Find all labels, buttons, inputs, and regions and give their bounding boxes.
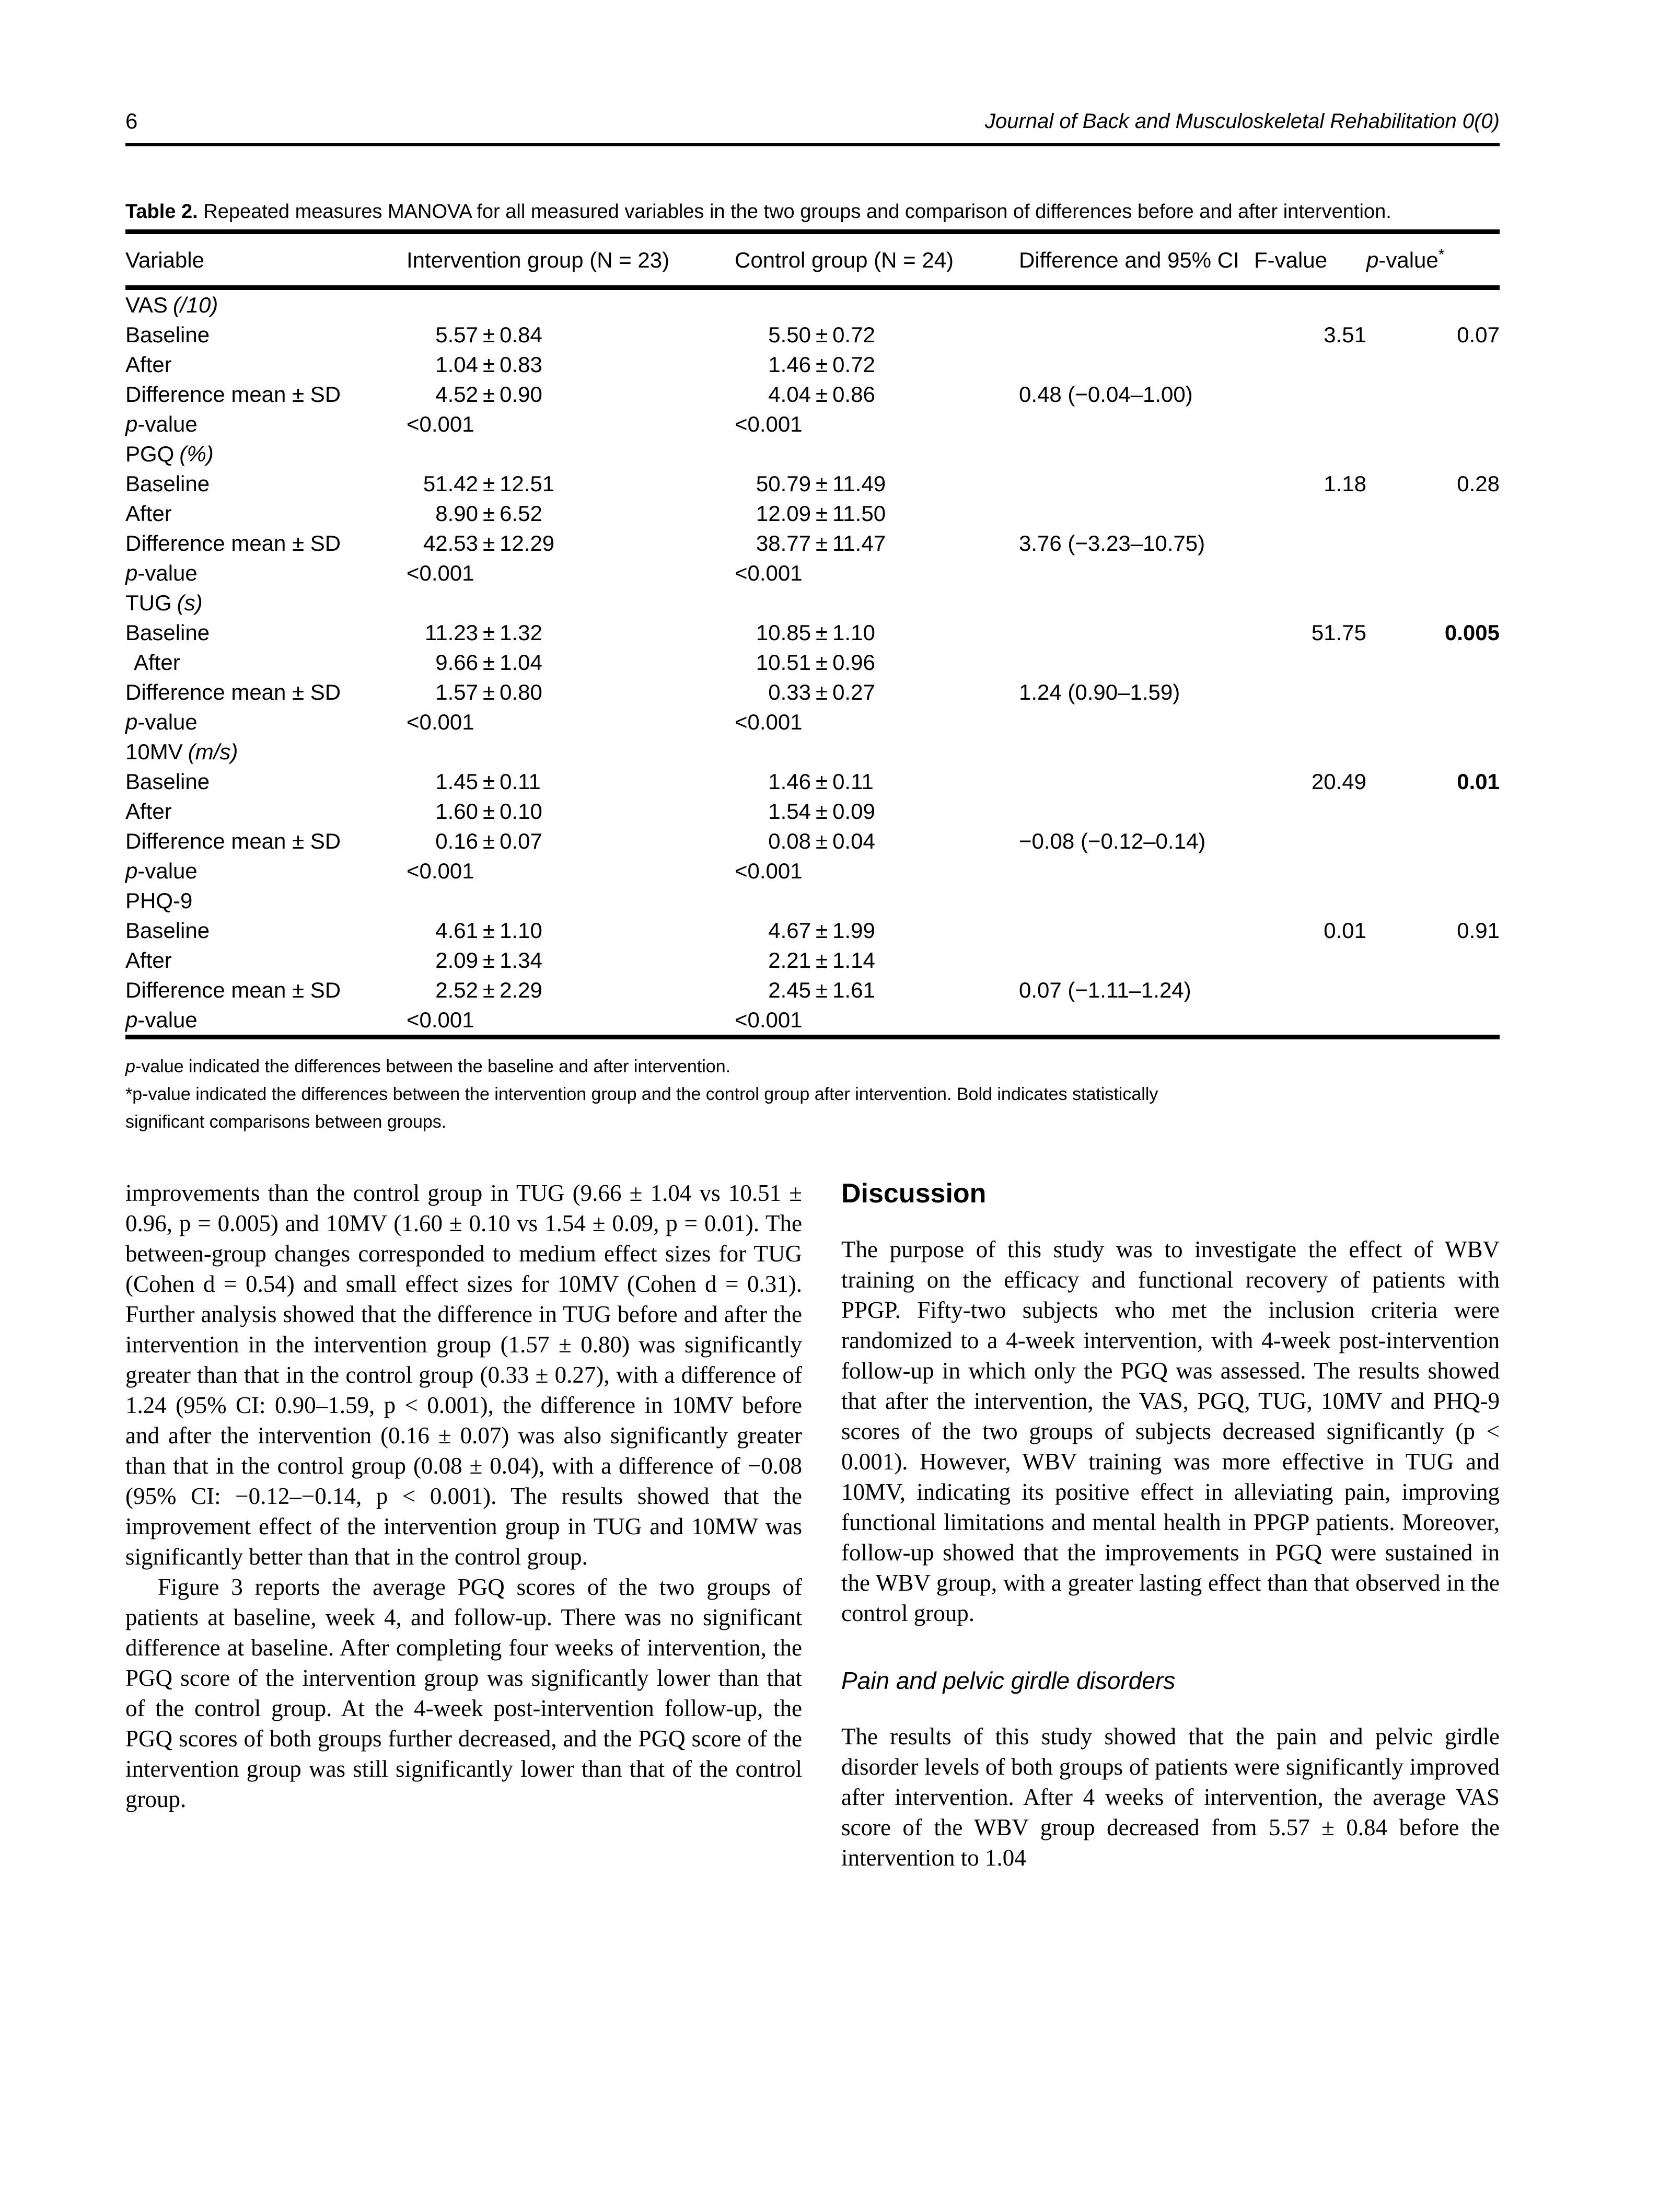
plus-minus-sign: ± — [483, 322, 495, 347]
variable-label: Difference mean ± SD — [125, 679, 341, 704]
section-header-row — [125, 588, 1500, 618]
intervention-value — [407, 469, 735, 499]
plus-minus-sign: ± — [483, 501, 495, 526]
variable-label: Difference mean ± SD — [125, 977, 341, 1002]
difference-value: 0.48 (−0.04–1.00) — [1019, 381, 1193, 407]
section-header-row — [125, 439, 1500, 469]
table-row — [125, 945, 1500, 975]
f-value — [1254, 528, 1366, 558]
value-mean: 4.04 — [768, 381, 811, 407]
p-value — [1366, 558, 1500, 588]
table-row — [125, 677, 1500, 707]
f-value: 51.75 — [1311, 620, 1366, 645]
table-row — [125, 350, 1500, 379]
col-header-variable: Variable — [125, 232, 407, 288]
plus-minus-sign: ± — [816, 381, 828, 407]
control-value: <0.001 — [735, 560, 803, 585]
f-value — [1254, 499, 1366, 528]
difference-value — [1019, 499, 1254, 528]
value-mean: 9.66 — [435, 650, 478, 675]
difference-value — [1019, 618, 1254, 647]
table-row — [125, 379, 1500, 409]
intervention-value — [407, 499, 735, 528]
p-value — [1366, 1005, 1500, 1037]
p-value — [1366, 379, 1500, 409]
plus-minus-sign: ± — [816, 322, 828, 347]
control-value — [735, 320, 1019, 350]
section-unit: (s) — [177, 590, 203, 615]
table-row — [125, 826, 1500, 856]
control-value — [735, 499, 1019, 528]
value-mean: 4.52 — [435, 381, 478, 407]
table-row — [125, 469, 1500, 499]
right-column — [841, 1178, 1500, 1873]
difference-value: −0.08 (−0.12–0.14) — [1019, 828, 1206, 853]
value-sd: 12.51 — [500, 471, 555, 496]
f-value: 20.49 — [1311, 769, 1366, 794]
f-value: 1.18 — [1324, 471, 1366, 496]
control-value — [735, 647, 1019, 677]
f-value — [1254, 796, 1366, 826]
section-unit: (/10) — [172, 292, 218, 317]
intervention-value — [407, 975, 735, 1005]
col-header-fvalue: F-value — [1254, 232, 1366, 288]
difference-value — [1019, 320, 1254, 350]
variable-label: p-value — [125, 411, 198, 436]
table-row — [125, 1005, 1500, 1037]
difference-value — [1019, 647, 1254, 677]
p-value — [1366, 647, 1500, 677]
intervention-value — [407, 647, 735, 677]
p-value — [1366, 945, 1500, 975]
plus-minus-sign: ± — [816, 471, 828, 496]
table-caption-label: Table 2. — [125, 201, 198, 223]
difference-value: 3.76 (−3.23–10.75) — [1019, 530, 1205, 555]
p-value: 0.01 — [1457, 769, 1500, 794]
value-mean: 1.60 — [435, 798, 478, 824]
section-unit: (m/s) — [188, 739, 238, 764]
value-mean: 0.16 — [435, 828, 478, 853]
intervention-value — [407, 916, 735, 945]
subsection-paragraphs — [841, 1721, 1500, 1873]
table-row — [125, 528, 1500, 558]
value-sd: 1.04 — [500, 650, 542, 675]
discussion-heading: Discussion — [841, 1178, 987, 1209]
difference-value — [1019, 916, 1254, 945]
intervention-value — [407, 767, 735, 796]
plus-minus-sign: ± — [816, 650, 828, 675]
value-sd: 1.14 — [832, 947, 875, 972]
value-mean: 8.90 — [435, 501, 478, 526]
f-value — [1254, 856, 1366, 886]
plus-minus-sign: ± — [483, 977, 495, 1002]
difference-value — [1019, 469, 1254, 499]
table-caption — [125, 196, 1484, 227]
value-sd: 12.29 — [500, 530, 555, 555]
plus-minus-sign: ± — [483, 471, 495, 496]
plus-minus-sign: ± — [483, 679, 495, 704]
page-content — [125, 0, 1500, 1873]
value-sd: 0.11 — [500, 769, 541, 794]
difference-value: 0.07 (−1.11–1.24) — [1019, 977, 1191, 1002]
difference-value — [1019, 558, 1254, 588]
difference-value — [1019, 409, 1254, 439]
section-name: 10MV — [125, 739, 183, 764]
col-header-control: Control group (N = 24) — [735, 232, 1019, 288]
control-value: <0.001 — [735, 1007, 803, 1032]
table-body — [125, 288, 1500, 1037]
p-value: 0.28 — [1457, 471, 1500, 496]
plus-minus-sign: ± — [483, 918, 495, 943]
variable-label: p-value — [125, 560, 198, 585]
col-header-pvalue — [1366, 232, 1500, 288]
value-mean: 38.77 — [756, 530, 811, 555]
intervention-value: <0.001 — [407, 560, 474, 585]
value-mean: 50.79 — [756, 471, 811, 496]
running-head — [125, 0, 1500, 146]
control-value — [735, 975, 1019, 1005]
p-value — [1366, 856, 1500, 886]
control-value: <0.001 — [735, 858, 803, 883]
section-name-cell — [125, 886, 1500, 916]
table-row — [125, 409, 1500, 439]
variable-label: After — [134, 650, 180, 675]
difference-value — [1019, 767, 1254, 796]
intervention-value: <0.001 — [407, 709, 474, 734]
control-value: <0.001 — [735, 411, 803, 436]
value-sd: 0.09 — [832, 798, 875, 824]
value-sd: 11.49 — [832, 471, 886, 496]
variable-label: Baseline — [125, 471, 210, 496]
variable-label: p-value — [125, 709, 198, 734]
value-sd: 0.90 — [500, 381, 542, 407]
table-row — [125, 618, 1500, 647]
value-mean: 5.50 — [768, 322, 811, 347]
p-value — [1366, 677, 1500, 707]
body-paragraph: Figure 3 reports the average PGQ scores of the two groups of patients at baseline, week 4, and follow-up. There was no significant difference at baseline. After completing four weeks of intervention, the PGQ score of the intervention group was significantly lower than that of the control group. At the 4-week post-intervention follow-up, the PGQ scores of both groups further decreased, and the PGQ score of the intervention group was still significantly lower than that of the control group. — [125, 1574, 802, 1812]
f-value — [1254, 826, 1366, 856]
variable-label: After — [125, 798, 172, 824]
plus-minus-sign: ± — [816, 769, 828, 794]
left-column — [125, 1178, 802, 1873]
control-value — [735, 350, 1019, 379]
value-sd: 2.29 — [500, 977, 542, 1002]
value-mean: 10.51 — [756, 650, 811, 675]
table-header-row — [125, 232, 1500, 288]
intervention-value: <0.001 — [407, 1007, 474, 1032]
plus-minus-sign: ± — [483, 769, 495, 794]
section-name: VAS — [125, 292, 168, 317]
plus-minus-sign: ± — [816, 947, 828, 972]
section-name: PHQ-9 — [125, 888, 193, 913]
difference-value — [1019, 856, 1254, 886]
plus-minus-sign: ± — [816, 501, 828, 526]
variable-label: After — [125, 352, 172, 377]
value-sd: 1.32 — [500, 620, 542, 645]
p-value: 0.07 — [1457, 322, 1500, 347]
plus-minus-sign: ± — [816, 352, 828, 377]
difference-value: 1.24 (0.90–1.59) — [1019, 679, 1180, 704]
intervention-value — [407, 618, 735, 647]
control-value: <0.001 — [735, 709, 803, 734]
col-header-difference: Difference and 95% CI — [1019, 232, 1254, 288]
value-mean: 4.61 — [435, 918, 478, 943]
table-row — [125, 320, 1500, 350]
control-value — [735, 677, 1019, 707]
variable-label: After — [125, 501, 172, 526]
control-value — [735, 767, 1019, 796]
plus-minus-sign: ± — [816, 828, 828, 853]
value-mean: 1.46 — [768, 352, 811, 377]
body-paragraph: improvements than the control group in TUG (9.66 ± 1.04 vs 10.51 ± 0.96, p = 0.005) and 10MV (1.60 ± 0.10 vs 1.54 ± 0.09, p = 0.01). The between-group changes corresponded to medium effect sizes for TUG (Cohen d = 0.54) and small effect sizes for 10MV (Cohen d = 0.31). Further analysis showed that the difference in TUG before and after the intervention in the intervention group (1.57 ± 0.80) was significantly greater than that in the control group (0.33 ± 0.27), with a difference of 1.24 (95% CI: 0.90–1.59, p < 0.001), the difference in 10MV before and after the intervention (0.16 ± 0.07) was also significantly greater than that in the control group (0.08 ± 0.04), with a difference of −0.08 (95% CI: −0.12–−0.14, p < 0.001). The results showed that the improvement effect of the intervention group in TUG and 10MW was significantly better than that in the control group. — [125, 1180, 802, 1570]
variable-label: Baseline — [125, 918, 210, 943]
plus-minus-sign: ± — [483, 798, 495, 824]
f-value: 3.51 — [1324, 322, 1366, 347]
p-value — [1366, 975, 1500, 1005]
value-mean: 5.57 — [435, 322, 478, 347]
section-name-cell — [125, 439, 1500, 469]
variable-label: Difference mean ± SD — [125, 381, 341, 407]
intervention-value: <0.001 — [407, 858, 474, 883]
intervention-value — [407, 320, 735, 350]
value-sd: 11.47 — [832, 530, 886, 555]
control-value — [735, 945, 1019, 975]
asterisk-superscript: * — [1438, 246, 1445, 263]
p-value — [1366, 707, 1500, 737]
section-unit: (%) — [179, 441, 214, 466]
variable-label: Difference mean ± SD — [125, 530, 341, 555]
manova-table — [125, 229, 1500, 1039]
table-footnote: *p-value indicated the differences between the intervention group and the control group after intervention. Bold indicates statistically significant comparisons between groups. — [125, 1084, 1158, 1132]
plus-minus-sign: ± — [483, 620, 495, 645]
value-mean: 4.67 — [768, 918, 811, 943]
p-value — [1366, 796, 1500, 826]
value-sd: 0.96 — [832, 650, 875, 675]
control-value — [735, 379, 1019, 409]
page-number: 6 — [125, 109, 138, 133]
f-value — [1254, 707, 1366, 737]
plus-minus-sign: ± — [483, 352, 495, 377]
value-sd: 0.27 — [832, 679, 875, 704]
discussion-paragraphs — [841, 1234, 1500, 1628]
value-sd: 0.10 — [500, 798, 542, 824]
f-value — [1254, 677, 1366, 707]
f-value — [1254, 558, 1366, 588]
table-row — [125, 975, 1500, 1005]
plus-minus-sign: ± — [483, 828, 495, 853]
plus-minus-sign: ± — [483, 381, 495, 407]
plus-minus-sign: ± — [816, 679, 828, 704]
value-sd: 0.11 — [832, 769, 874, 794]
value-mean: 2.52 — [435, 977, 478, 1002]
control-value — [735, 826, 1019, 856]
value-mean: 1.04 — [435, 352, 478, 377]
section-name: PGQ — [125, 441, 175, 466]
value-mean: 0.33 — [768, 679, 811, 704]
value-mean: 2.21 — [768, 947, 811, 972]
plus-minus-sign: ± — [816, 977, 828, 1002]
f-value — [1254, 379, 1366, 409]
f-value — [1254, 409, 1366, 439]
control-value — [735, 796, 1019, 826]
value-mean: 1.54 — [768, 798, 811, 824]
p-value — [1366, 350, 1500, 379]
value-sd: 1.10 — [500, 918, 542, 943]
difference-value — [1019, 707, 1254, 737]
p-value — [1366, 826, 1500, 856]
p-value — [1366, 528, 1500, 558]
intervention-value — [407, 379, 735, 409]
intervention-value — [407, 677, 735, 707]
value-sd: 6.52 — [500, 501, 542, 526]
control-value — [735, 916, 1019, 945]
body-paragraph: The purpose of this study was to investigate the effect of WBV training on the efficacy and functional recovery of patients with PPGP. Fifty-two subjects who met the inclusion criteria were randomized to a 4-week intervention, with 4-week post-intervention follow-up in which only the PGQ was assessed. The results showed that after the intervention, the VAS, PGQ, TUG, 10MV and PHQ-9 scores of the two groups of subjects decreased significantly (p < 0.001). However, WBV training was more effective in TUG and 10MV, indicating its positive effect in alleviating pain, improving functional limitations and mental health in PPGP patients. Moreover, follow-up showed that the improvements in PGQ were sustained in the WBV group, with a greater lasting effect than that observed in the control group. — [841, 1236, 1500, 1626]
value-mean: 12.09 — [756, 501, 811, 526]
f-value — [1254, 975, 1366, 1005]
p-value: 0.91 — [1457, 918, 1500, 943]
value-sd: 0.72 — [832, 352, 875, 377]
control-value — [735, 528, 1019, 558]
value-sd: 11.50 — [832, 501, 886, 526]
section-name-cell — [125, 288, 1500, 320]
value-mean: 1.46 — [768, 769, 811, 794]
p-value: 0.005 — [1444, 620, 1500, 645]
plus-minus-sign: ± — [816, 798, 828, 824]
f-value — [1254, 1005, 1366, 1037]
difference-value — [1019, 796, 1254, 826]
table-footnote: p-value indicated the differences between the baseline and after intervention. — [125, 1057, 731, 1076]
variable-label: Baseline — [125, 620, 210, 645]
intervention-value — [407, 796, 735, 826]
plus-minus-sign: ± — [483, 530, 495, 555]
body-paragraph: The results of this study showed that the pain and pelvic girdle disorder levels of both groups of patients were significantly improved after intervention. After 4 weeks of intervention, the average VAS score of the WBV group decreased from 5.57 ± 0.84 before the intervention to 1.04 — [841, 1723, 1500, 1871]
section-header-row — [125, 288, 1500, 320]
table-caption-text: Repeated measures MANOVA for all measured variables in the two groups and comparison of differences before and after intervention. — [203, 201, 1391, 223]
variable-label: After — [125, 947, 172, 972]
table-row — [125, 558, 1500, 588]
variable-label: Baseline — [125, 769, 210, 794]
difference-value — [1019, 945, 1254, 975]
section-name: TUG — [125, 590, 172, 615]
value-sd: 0.83 — [500, 352, 542, 377]
value-mean: 1.45 — [435, 769, 478, 794]
table-footnotes — [125, 1053, 1194, 1136]
value-mean: 1.57 — [435, 679, 478, 704]
value-sd: 0.72 — [832, 322, 875, 347]
plus-minus-sign: ± — [816, 530, 828, 555]
value-sd: 0.80 — [500, 679, 542, 704]
table-row — [125, 499, 1500, 528]
value-mean: 11.23 — [425, 620, 478, 645]
intervention-value — [407, 350, 735, 379]
value-sd: 0.07 — [500, 828, 542, 853]
f-value — [1254, 350, 1366, 379]
value-sd: 1.34 — [500, 947, 542, 972]
subsection-heading: Pain and pelvic girdle disorders — [841, 1667, 1176, 1694]
difference-value — [1019, 350, 1254, 379]
value-mean: 2.09 — [435, 947, 478, 972]
col-header-intervention: Intervention group (N = 23) — [407, 232, 735, 288]
intervention-value — [407, 528, 735, 558]
variable-label: p-value — [125, 858, 198, 883]
control-value — [735, 469, 1019, 499]
f-value — [1254, 945, 1366, 975]
variable-label: Difference mean ± SD — [125, 828, 341, 853]
f-value: 0.01 — [1324, 918, 1366, 943]
value-mean: 2.45 — [768, 977, 811, 1002]
p-value — [1366, 409, 1500, 439]
intervention-value — [407, 826, 735, 856]
difference-value — [1019, 1005, 1254, 1037]
table-row — [125, 707, 1500, 737]
section-name-cell — [125, 737, 1500, 767]
journal-title: Journal of Back and Musculoskeletal Rehabilitation 0(0) — [985, 110, 1500, 133]
control-value — [735, 618, 1019, 647]
plus-minus-sign: ± — [483, 947, 495, 972]
table-row — [125, 856, 1500, 886]
intervention-value — [407, 945, 735, 975]
value-mean: 0.08 — [768, 828, 811, 853]
value-mean: 42.53 — [423, 530, 478, 555]
p-value — [1366, 499, 1500, 528]
article-body — [125, 1178, 1500, 1873]
value-sd: 0.84 — [500, 322, 542, 347]
value-mean: 10.85 — [756, 620, 811, 645]
table-row — [125, 767, 1500, 796]
value-sd: 0.04 — [832, 828, 875, 853]
variable-label: p-value — [125, 1007, 198, 1032]
plus-minus-sign: ± — [816, 620, 828, 645]
table-row — [125, 647, 1500, 677]
section-header-row — [125, 737, 1500, 767]
value-sd: 1.10 — [832, 620, 875, 645]
section-name-cell — [125, 588, 1500, 618]
value-sd: 0.86 — [832, 381, 875, 407]
value-mean: 51.42 — [423, 471, 478, 496]
intervention-value: <0.001 — [407, 411, 474, 436]
table-row — [125, 916, 1500, 945]
p-header-label: p-value — [1366, 248, 1438, 272]
table-row — [125, 796, 1500, 826]
plus-minus-sign: ± — [483, 650, 495, 675]
section-header-row — [125, 886, 1500, 916]
f-value — [1254, 647, 1366, 677]
value-sd: 1.99 — [832, 918, 875, 943]
plus-minus-sign: ± — [816, 918, 828, 943]
variable-label: Baseline — [125, 322, 210, 347]
value-sd: 1.61 — [832, 977, 875, 1002]
